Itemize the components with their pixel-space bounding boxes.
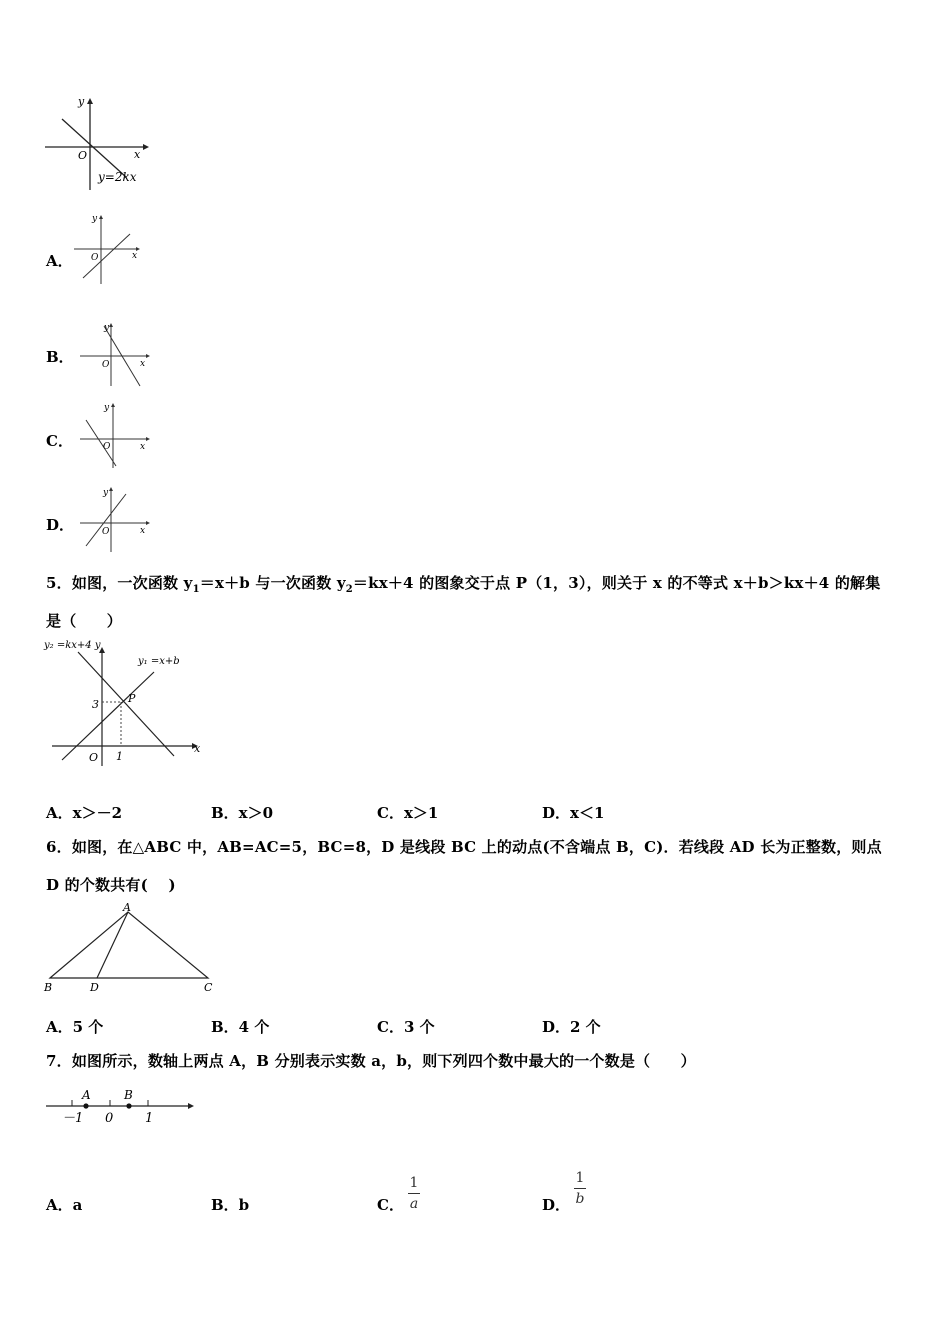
q7-d-denominator: b (575, 1191, 585, 1207)
q5-stem-line1: 5．如图，一次函数 $y_1=x+b$ 与一次函数 $y_2=kx+4$ 的图象交于点 P（1，3），则关于 x 的不等式 x＋b＞kx＋4 的解集 (46, 574, 881, 595)
q4-origin: O (78, 149, 88, 162)
q4-option-c-graph (76, 402, 156, 472)
q6-label-c: C (204, 981, 213, 994)
q7-option-d[interactable]: D． (542, 1196, 571, 1214)
q7-option-d-fraction (573, 1170, 587, 1207)
q4-option-b-graph (76, 320, 156, 390)
q4-option-a[interactable]: A． (46, 252, 73, 270)
q7-tick-0: 0 (105, 1111, 114, 1126)
q4b-x: x (140, 359, 146, 369)
q7-stem: 7．如图所示，数轴上两点 A，B 分别表示实数 a，b，则下列四个数中最大的一个数是（ ） (46, 1052, 696, 1070)
q4-main-graph (40, 95, 150, 195)
q6-stem-line1: 6．如图，在△ABC 中，AB=AC=5，BC=8，D 是线段 BC 上的动点(不含端点 B，C)．若线段 AD 长为正整数，则点 (46, 838, 882, 856)
q4-option-b[interactable]: B． (46, 348, 74, 366)
q4-axis-y: y (78, 95, 85, 108)
q7-option-a[interactable]: A．a (46, 1196, 83, 1214)
q5-option-b[interactable]: B．x＞0 (211, 804, 274, 822)
q4d-x: x (140, 526, 146, 536)
q7-c-denominator: a (409, 1196, 419, 1212)
q6-option-a[interactable]: A．5 个 (46, 1018, 104, 1036)
q4b-y: y (104, 323, 110, 333)
q6-stem-line2: D 的个数共有( ) (46, 876, 176, 894)
q4-option-a-graph (70, 212, 150, 292)
q4c-x: x (140, 442, 146, 452)
q4a-x: x (132, 251, 138, 261)
q7-c-numerator: 1 (409, 1175, 419, 1191)
q7-point-a: A (82, 1088, 91, 1102)
q4-option-d[interactable]: D． (46, 516, 75, 534)
q5-option-c[interactable]: C．x＞1 (377, 804, 439, 822)
q4-func-label: y=2kx (98, 170, 137, 184)
q7-d-numerator: 1 (575, 1170, 585, 1186)
q5-option-d[interactable]: D．x＜1 (542, 804, 605, 822)
q6-label-d: D (90, 981, 99, 994)
q6-label-b: B (44, 981, 53, 994)
q4c-y: y (104, 403, 110, 413)
q4a-y: y (92, 214, 98, 224)
q7-option-b[interactable]: B．b (211, 1196, 250, 1214)
q7-tick-1: 1 (145, 1111, 154, 1126)
q4a-o: O (91, 253, 99, 263)
q4-axis-x: x (134, 148, 141, 161)
q6-option-d[interactable]: D．2 个 (542, 1018, 601, 1036)
q6-option-b[interactable]: B．4 个 (211, 1018, 270, 1036)
q7-option-c[interactable]: C． (377, 1196, 404, 1214)
q5-stem-line2: 是（ ） (46, 612, 123, 630)
q5-y1-label: y₁ =x+b (138, 656, 180, 667)
q5-option-a[interactable]: A．x＞－2 (46, 804, 123, 822)
q7-point-b: B (124, 1088, 133, 1102)
q4d-y: y (103, 488, 109, 498)
q4c-o: O (103, 442, 111, 452)
q5-origin: O (89, 751, 99, 764)
q6-triangle-figure (40, 900, 225, 995)
q5-x-tick: 1 (116, 750, 123, 763)
q4-option-d-graph (76, 486, 156, 556)
q7-option-c-fraction (407, 1175, 421, 1212)
q4-option-c[interactable]: C． (46, 432, 73, 450)
q7-number-line (42, 1084, 202, 1132)
q5-axis-x: x (194, 742, 201, 755)
q6-option-c[interactable]: C．3 个 (377, 1018, 435, 1036)
q5-p-label: P (128, 692, 136, 705)
q5-y2-label: y₂ =kx+4 y (44, 640, 101, 651)
q5-y-tick: 3 (92, 698, 99, 711)
q4d-o: O (102, 527, 110, 537)
q5-figure (42, 636, 212, 771)
q7-tick-neg1: －1 (62, 1111, 84, 1126)
q6-label-a: A (123, 901, 131, 914)
q4b-o: O (102, 360, 110, 370)
